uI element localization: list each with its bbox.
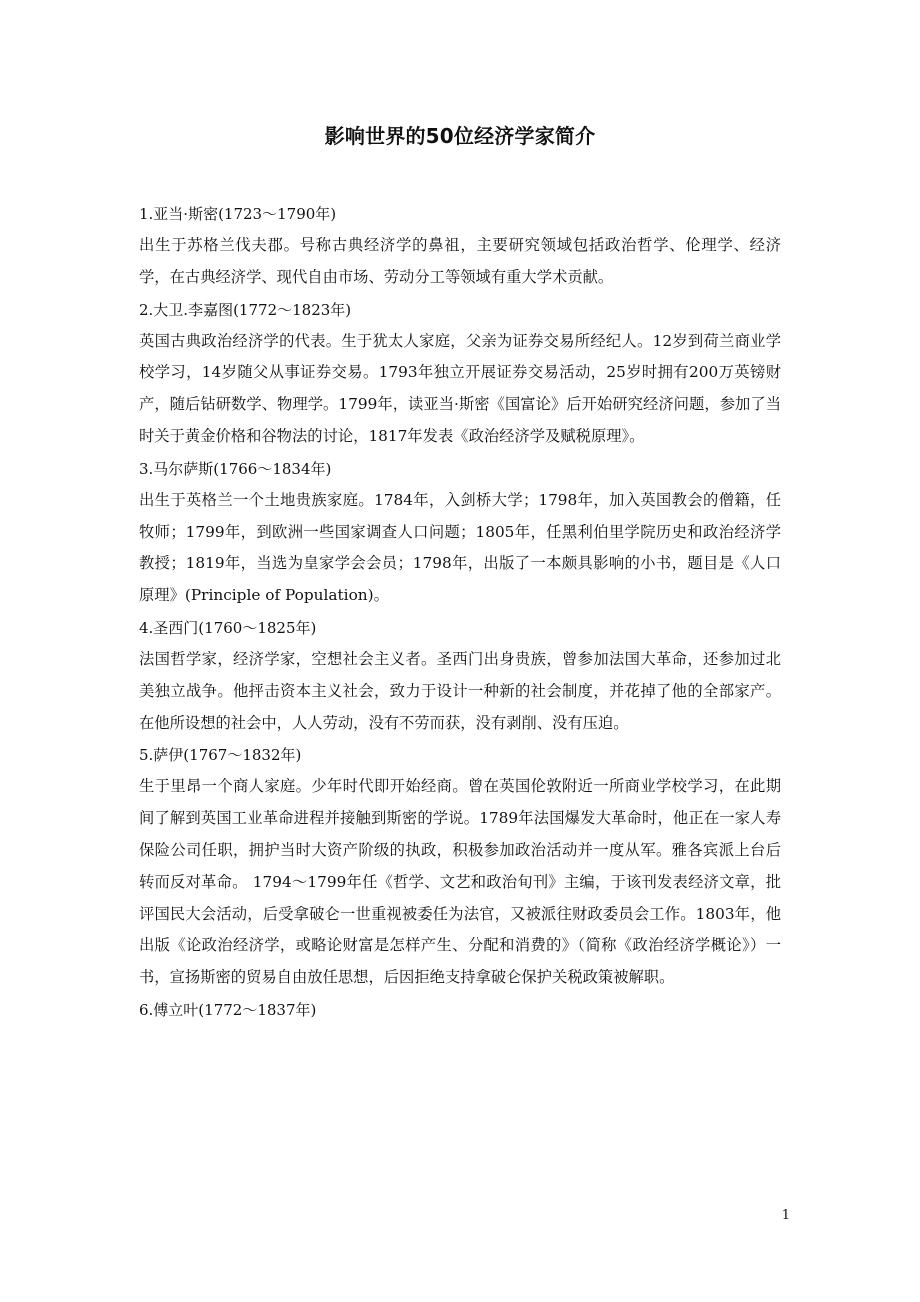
entry-heading: 4.圣西门(1760～1825年) bbox=[139, 618, 317, 637]
page-number: 1 bbox=[781, 1208, 790, 1223]
economist-entry bbox=[139, 453, 781, 612]
document-title: 影响世界的50位经济学家简介 bbox=[324, 124, 596, 148]
economist-entry bbox=[139, 294, 781, 453]
entry-heading: 2.大卫.李嘉图(1772～1823年) bbox=[139, 300, 352, 319]
entry-heading: 3.马尔萨斯(1766～1834年) bbox=[139, 459, 332, 478]
economist-entry bbox=[139, 739, 781, 994]
entry-heading: 1.亚当·斯密(1723～1790年) bbox=[139, 205, 337, 223]
entry-body: 出生于英格兰一个土地贵族家庭。1784年，入剑桥大学；1798年，加入英国教会的僧籍，任牧师；1799年，到欧洲一些国家调查人口问题；1805年，任黑利伯里学院历史和政治经济学教授；1819年，当选为皇家学会会员；1798年，出版了一本颇具影响的小书，题目是《人口原理》(Principle of Population)。 bbox=[139, 490, 781, 605]
economist-entry bbox=[139, 994, 781, 1026]
economist-entry bbox=[139, 198, 781, 294]
entry-body: 生于里昂一个商人家庭。少年时代即开始经商。曾在英国伦敦附近一所商业学校学习，在此期间了解到英国工业革命进程并接触到斯密的学说。1789年法国爆发大革命时，他正在一家人寿保险公司任职，拥护当时大资产阶级的执政，积极参加政治活动并一度从军。雅各宾派上台后转而反对革命。 1794～1799年任《哲学、文艺和政治旬刊》主编，于该刊发表经济文章，批评国民大会活动，后受拿破仑一世重视被委任为法官，又被派往财政委员会工作。1803年，他出版《论政治经济学，或略论财富是怎样产生、分配和消费的》（简称《政治经济学概论》）一书，宣扬斯密的贸易自由放任思想，后因拒绝支持拿破仑保护关税政策被解职。 bbox=[139, 777, 781, 987]
document-body bbox=[139, 198, 781, 1026]
entry-heading: 6.傅立叶(1772～1837年) bbox=[139, 1000, 317, 1019]
economist-entry bbox=[139, 612, 781, 739]
entry-body: 出生于苏格兰伐夫郡。号称古典经济学的鼻祖，主要研究领域包括政治哲学、伦理学、经济学，在古典经济学、现代自由市场、劳动分工等领域有重大学术贡献。 bbox=[139, 236, 781, 286]
entry-body: 英国古典政治经济学的代表。生于犹太人家庭，父亲为证券交易所经纪人。12岁到荷兰商业学校学习，14岁随父从事证券交易。1793年独立开展证券交易活动，25岁时拥有200万英镑财产，随后钻研数学、物理学。1799年，读亚当·斯密《国富论》后开始研究经济问题，参加了当时关于黄金价格和谷物法的讨论，1817年发表《政治经济学及赋税原理》。 bbox=[139, 331, 781, 445]
entry-heading: 5.萨伊(1767～1832年) bbox=[139, 746, 302, 765]
entry-body: 法国哲学家，经济学家，空想社会主义者。圣西门出身贵族，曾参加法国大革命，还参加过北美独立战争。他抨击资本主义社会，致力于设计一种新的社会制度，并花掉了他的全部家产。在他所设想的社会中，人人劳动，没有不劳而获，没有剥削、没有压迫。 bbox=[139, 649, 781, 732]
